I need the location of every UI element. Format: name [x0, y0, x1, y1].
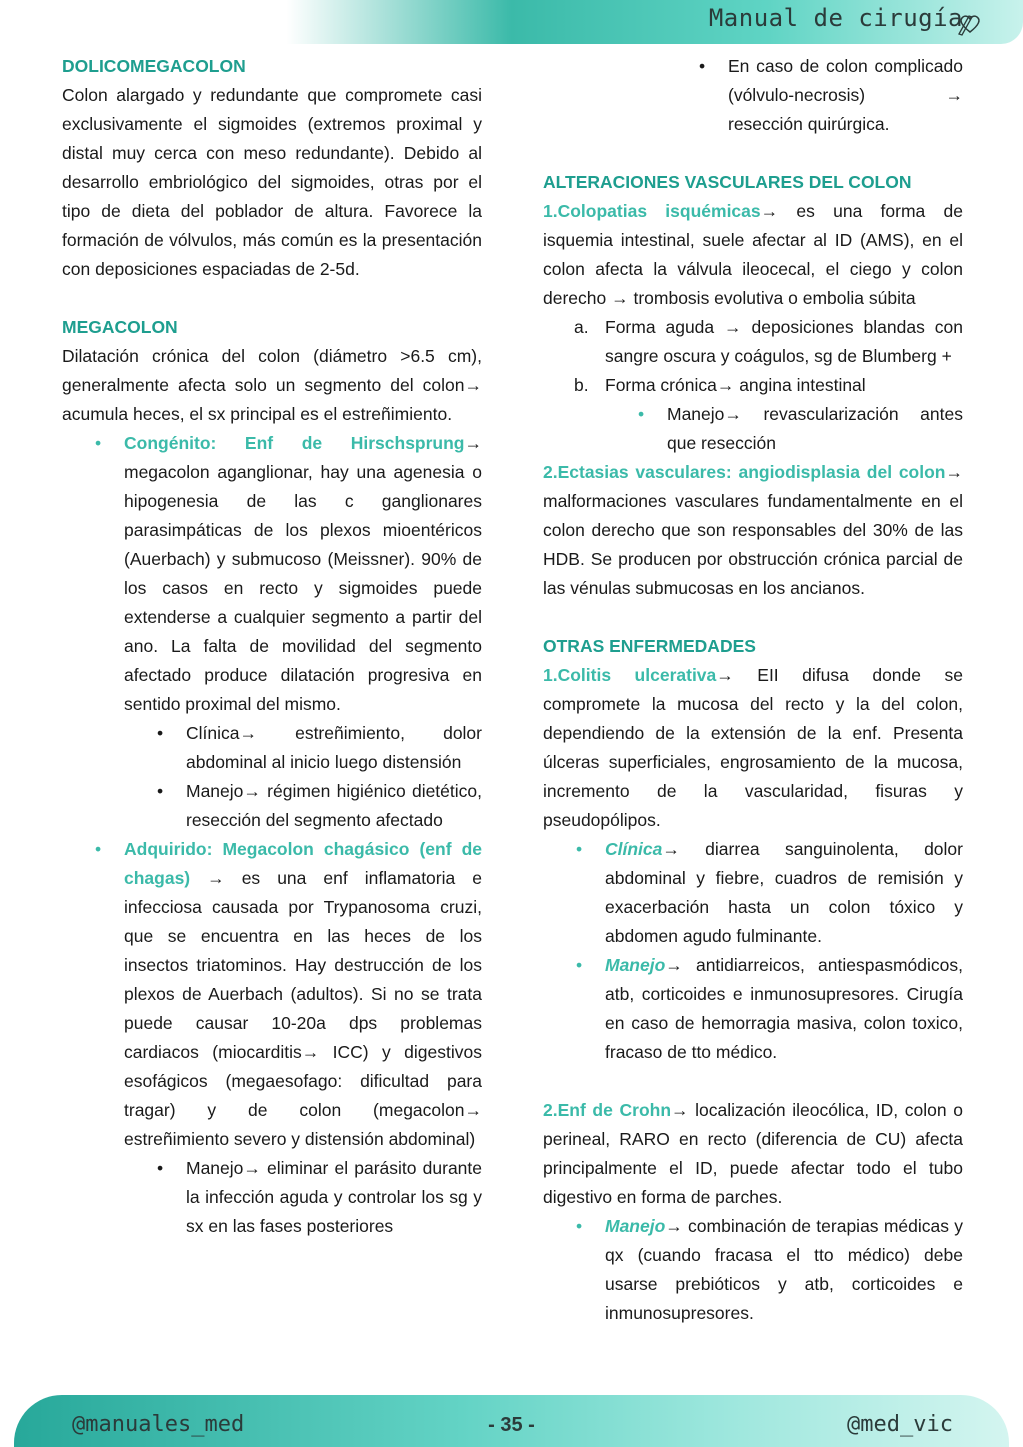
crohn-label: 2.Enf de Crohn	[543, 1100, 672, 1120]
list-item-colon-complicado: • En caso de colon complicado (vólvulo-necrosis) → resección quirúrgica.	[728, 52, 963, 139]
page-number: - 35 -	[488, 1414, 535, 1436]
isquemicas-desc: → es una forma de isquemia intestinal, suele afectar al ID (AMS), en el colon afecta la válvula ileocecal, el ciego y colon derecho → trombosis evolutiva o embolia súbita	[543, 201, 964, 308]
isquemicas-text	[543, 197, 963, 313]
footer-handle-right: @med_vic	[847, 1412, 953, 1437]
megacolon-text: Dilatación crónica del colon (diámetro >6.5 cm), generalmente afecta solo un segmento del colon→ acumula heces, el sx principal es el estreñimiento.	[62, 346, 482, 424]
list-item-cronica-manejo: • Manejo→ revascularización antes que resección	[667, 400, 963, 458]
crohn-desc: → localización ileocólica, ID, colon o perineal, RARO en recto (diferencia de CU) afecta principalmente el ID, puede afectar todo el tubo digestivo en forma de parches.	[543, 1100, 963, 1207]
list-item-congenito	[124, 429, 482, 719]
colitis-clinica-text: → diarrea sanguinolenta, dolor abdominal y fiebre, cuadros de remisión y exacerbación hasta un colon tóxico y abdomen agudo fulminante.	[605, 839, 963, 946]
forma-aguda-text: Forma aguda → deposiciones blandas con sangre oscura y coágulos, sg de Blumberg +	[605, 317, 963, 366]
colitis-label: 1.Colitis ulcerativa	[543, 665, 717, 685]
crohn-text	[543, 1096, 963, 1212]
left-column	[62, 52, 482, 1241]
right-column	[543, 52, 963, 1328]
list-item-colitis-manejo	[605, 951, 963, 1067]
isquemicas-label: 1.Colopatias isquémicas	[543, 201, 761, 221]
colitis-list	[543, 835, 963, 1067]
ectasias-label: 2.Ectasias vasculares: angiodisplasia del colon	[543, 462, 946, 482]
marker-a: a.	[574, 317, 589, 337]
section-title-otras: OTRAS ENFERMEDADES	[543, 636, 756, 656]
forma-cronica-text: Forma crónica→ angina intestinal	[605, 375, 866, 395]
crohn-manejo-label: Manejo	[605, 1216, 666, 1236]
adquirido-text: → es una enf inflamatoria e infecciosa causada por Trypanosoma cruzi, que se encuentra en las heces de los insectos triatominos. Hay destrucción de los plexos de Auerbach (adultos). Si no se trata puede causar 10-20a dps problemas cardiacos (miocarditis→ ICC) y digestivos esofágicos (megaesofago: dificultad para tragar) y de colon (megacolon→ estreñimiento severo y distensión abdominal)	[124, 868, 482, 1149]
section-title-dolicomegacolon: DOLICOMEGACOLON	[62, 56, 246, 76]
list-item-colitis-clinica	[605, 835, 963, 951]
congenito-text: → megacolon aganglionar, hay una agenesia o hipogenesia de las c ganglionares parasimpáticas de los plexos mioentéricos (Auerbach) y submucoso (Meissner). 90% de los casos en recto y sigmoides puede extenderse a cualquier segmento a partir del ano. La falta de movilidad del segmento afectado produce dilatación progresiva en sentido proximal del mismo.	[124, 433, 482, 714]
header-title: Manual de cirugía	[708, 4, 963, 32]
list-item-forma-aguda	[574, 313, 963, 371]
ectasias-text	[543, 458, 963, 603]
colitis-clinica-label: Clínica	[605, 839, 663, 859]
list-item-forma-cronica	[574, 371, 963, 400]
ectasias-desc: → malformaciones vasculares fundamentalmente en el colon derecho que son responsables del 30% de las HDB. Se producen por obstrucción crónica parcial de las vénulas submucosas en los ancianos.	[543, 462, 963, 598]
dolicomegacolon-text: Colon alargado y redundante que compromete casi exclusivamente el sigmoides (extremos proximal y distal muy cerca con meso redundante). Debido al desarrollo embriológico del sigmoides, otras por el tipo de dieta del poblador de altura. Favorece la formación de vólvulos, más común es la presentación con deposiciones espaciadas de 2-5d.	[62, 85, 482, 279]
megacolon-list	[62, 429, 482, 1241]
isquemicas-forms-list	[543, 313, 963, 458]
colitis-text	[543, 661, 963, 835]
colitis-manejo-text: → antidiarreicos, antiespasmódicos, atb, corticoides e inmunosupresores. Cirugía en caso de hemorragia masiva, colon toxico, fracaso de tto médico.	[605, 955, 963, 1062]
congenito-label: Congénito: Enf de Hirschsprung	[124, 433, 465, 453]
list-item-congenito-clinica: • Clínica→ estreñimiento, dolor abdominal al inicio luego distensión	[186, 719, 482, 777]
list-item-adquirido-manejo: • Manejo→ eliminar el parásito durante la infección aguda y controlar los sg y sx en las fases posteriores	[186, 1154, 482, 1241]
list-item-congenito-manejo: • Manejo→ régimen higiénico dietético, resección del segmento afectado	[186, 777, 482, 835]
list-item-crohn-manejo	[605, 1212, 963, 1328]
crohn-manejo-text: → combinación de terapias médicas y qx (cuando fracasa el tto médico) debe usarse prebióticos y atb, corticoides e inmunosupresores.	[605, 1216, 963, 1323]
continuation-list	[543, 52, 963, 139]
colitis-desc: → EII difusa donde se compromete la mucosa del recto y la del colon, dependiendo de la extensión de la enf. Presenta úlceras superficiales, engrosamiento de la mucosa, incremento de la vascularidad, fisuras y pseudopólipos.	[543, 665, 963, 830]
marker-b: b.	[574, 375, 589, 395]
crohn-list	[543, 1212, 963, 1328]
colitis-manejo-label: Manejo	[605, 955, 666, 975]
adquirido-label: Adquirido: Megacolon chagásico (enf de chagas)	[124, 839, 482, 888]
section-title-megacolon: MEGACOLON	[62, 317, 178, 337]
heart-pencil-icon	[955, 8, 985, 38]
section-title-vasculares: ALTERACIONES VASCULARES DEL COLON	[543, 172, 912, 192]
footer-handle-left: @manuales_med	[72, 1412, 245, 1437]
list-item-adquirido	[124, 835, 482, 1154]
